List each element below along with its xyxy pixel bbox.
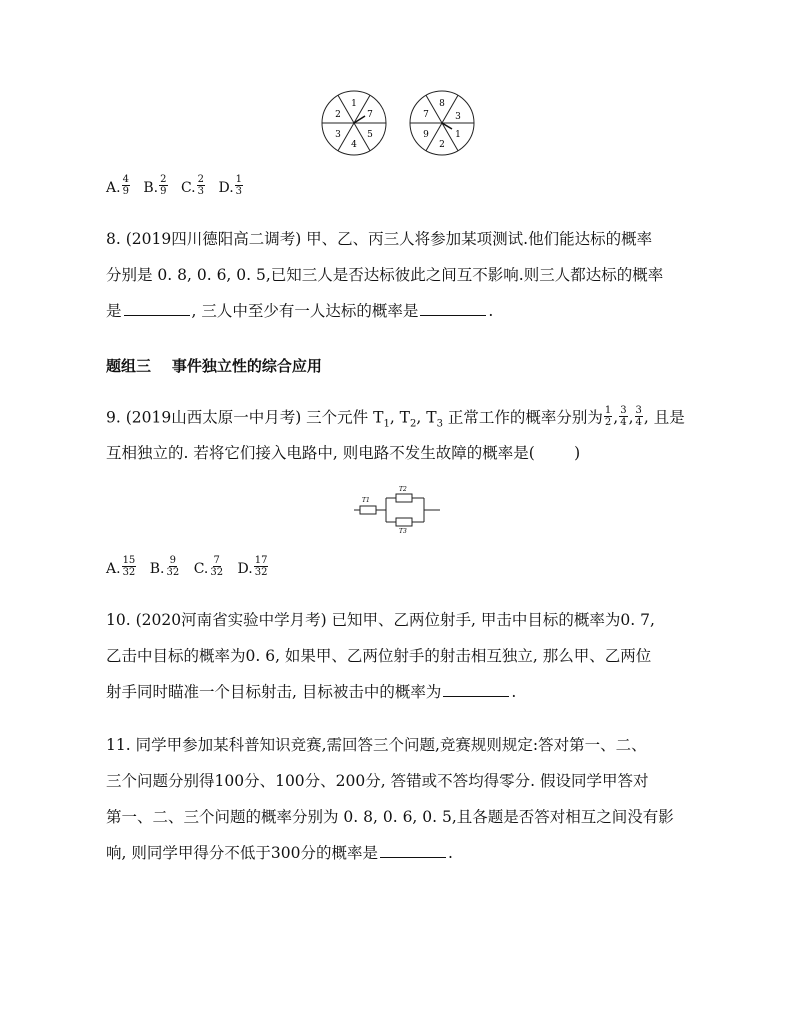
spinner-figure [318, 88, 478, 158]
q11-line-2: 三个问题分别得100分、100分、200分, 答错或不答均得零分. 假设同学甲答对 [106, 772, 649, 790]
option-label: D. [218, 179, 234, 196]
fraction [254, 555, 269, 578]
q10-line-2: 乙击中目标的概率为0. 6, 如果甲、乙两位射手的射击相互独立, 那么甲、乙两位 [106, 647, 652, 665]
denominator: 4 [620, 417, 627, 428]
right-spinner-label: 1 [455, 130, 461, 140]
option-label: C. [193, 560, 209, 577]
denominator: 4 [635, 417, 642, 428]
q10-text: . [511, 683, 517, 701]
left-spinner-label: 5 [367, 130, 373, 140]
denominator: 32 [254, 567, 268, 578]
q7-options [106, 176, 252, 199]
label-t1: T1 [362, 497, 370, 504]
denominator: 9 [160, 186, 167, 197]
q9-options [106, 557, 277, 580]
numerator: 17 [254, 555, 268, 566]
fraction [604, 405, 612, 428]
fraction [159, 174, 167, 197]
q11-text: . [447, 844, 453, 862]
q11-line-1: 11. 同学甲参加某科普知识竞赛,需回答三个问题,竞赛规则规定:答对第一、二、 [106, 736, 647, 754]
q11-line-4 [106, 843, 453, 863]
right-spinner-label: 3 [455, 112, 461, 122]
denominator: 32 [210, 567, 224, 578]
right-spinner-label: 8 [439, 99, 445, 109]
right-spinner-label: 2 [439, 140, 445, 150]
q9-text: , T [389, 408, 411, 427]
numerator: 7 [213, 555, 220, 566]
q9-option-a[interactable] [106, 555, 137, 578]
q8-line-2: 分别是 0. 8, 0. 6, 0. 5,已知三人是否达标彼此之间互不影响.则三人都达标的概率 [106, 266, 664, 284]
denominator: 3 [197, 186, 205, 197]
left-spinner-label: 3 [335, 130, 341, 140]
left-spinner-label: 7 [367, 110, 373, 120]
q8-text: 是 [106, 302, 122, 320]
left-spinner [322, 91, 386, 155]
option-label: B. [149, 560, 165, 577]
answer-blank[interactable] [380, 843, 446, 858]
circuit-diagram [352, 484, 444, 534]
denominator: 32 [166, 567, 180, 578]
numerator: 4 [122, 174, 129, 185]
q9-text: 正常工作的概率分别为 [442, 408, 603, 427]
q7-option-a[interactable] [106, 174, 131, 197]
left-spinner-label: 4 [351, 140, 357, 150]
denominator: 2 [604, 417, 612, 428]
fraction [209, 555, 224, 578]
numerator: 15 [122, 555, 136, 566]
q9-text: , 且是 [643, 408, 685, 427]
denominator: 32 [122, 567, 136, 578]
option-label: A. [106, 179, 121, 196]
q9-text: , T [416, 408, 437, 427]
q8-text: . [488, 302, 494, 320]
option-label: B. [143, 179, 159, 196]
q8-text: , 三人中至少有一人达标的概率是 [191, 302, 419, 320]
answer-blank[interactable] [420, 301, 486, 316]
option-label: C. [180, 179, 196, 196]
q9-option-c[interactable] [193, 555, 225, 578]
denominator: 3 [235, 186, 243, 197]
option-label: D. [237, 560, 253, 577]
q9-line-1: 9. (2019山西太原一中月考) 三个元件 $T_1$, $T_2$, $T_3$ 正常工作的概率分别为 $\frac{1}{2}$ , $\frac{3}{4}$ , $\frac{3}{4}$ , 且是 [106, 405, 685, 430]
label-t3: T3 [399, 528, 407, 534]
q10-line-3 [106, 682, 516, 702]
fraction [122, 174, 130, 197]
q10-text: 射手同时瞄准一个目标射击, 目标被击中的概率为 [106, 683, 442, 701]
fraction [166, 555, 181, 578]
numerator: 3 [620, 405, 627, 416]
fraction [619, 405, 627, 428]
numerator: 1 [604, 405, 612, 416]
q7-option-b[interactable] [143, 174, 168, 197]
label-t2: T2 [399, 486, 407, 493]
q8-line-1: 8. (2019四川德阳高二调考) 甲、乙、丙三人将参加某项测试.他们能达标的概率 [106, 230, 653, 248]
answer-blank[interactable] [443, 682, 509, 697]
subscript: 2 [410, 418, 417, 430]
q10-line-1: 10. (2020河南省实验中学月考) 已知甲、乙两位射手, 甲击中目标的概率为0. 7, [106, 611, 655, 629]
fraction [122, 555, 137, 578]
option-label: A. [106, 560, 121, 577]
fraction [235, 174, 243, 197]
numerator: 1 [235, 174, 243, 185]
q9-option-b[interactable] [149, 555, 181, 578]
q9-option-d[interactable] [237, 555, 270, 578]
left-spinner-label: 2 [335, 110, 341, 120]
fraction [635, 405, 643, 428]
resistor-t3 [396, 518, 412, 526]
q9-line-2: 互相独立的. 若将它们接入电路中, 则电路不发生故障的概率是( ) [106, 444, 581, 462]
q11-text: 响, 则同学甲得分不低于300分的概率是 [106, 844, 378, 862]
right-spinner-label: 9 [423, 130, 429, 140]
fraction [197, 174, 205, 197]
resistor-t1 [360, 506, 376, 514]
resistor-t2 [396, 494, 412, 502]
denominator: 9 [122, 186, 129, 197]
numerator: 3 [635, 405, 642, 416]
section-heading: 题组三 事件独立性的综合应用 [106, 357, 322, 375]
answer-blank[interactable] [124, 301, 190, 316]
q7-option-d[interactable] [218, 174, 244, 197]
q8-line-3 [106, 301, 493, 321]
q11-line-3: 第一、二、三个问题的概率分别为 0. 8, 0. 6, 0. 5,且各题是否答对相互之间没有影 [106, 808, 674, 826]
subscript: 1 [383, 418, 390, 430]
q7-option-c[interactable] [180, 174, 206, 197]
numerator: 2 [197, 174, 205, 185]
numerator: 9 [169, 555, 177, 566]
subscript: 3 [436, 418, 443, 430]
right-spinner [410, 91, 474, 155]
left-spinner-label: 1 [351, 99, 357, 109]
numerator: 2 [160, 174, 167, 185]
q9-text: 9. (2019山西太原一中月考) 三个元件 T [106, 408, 384, 427]
right-spinner-label: 7 [423, 110, 429, 120]
